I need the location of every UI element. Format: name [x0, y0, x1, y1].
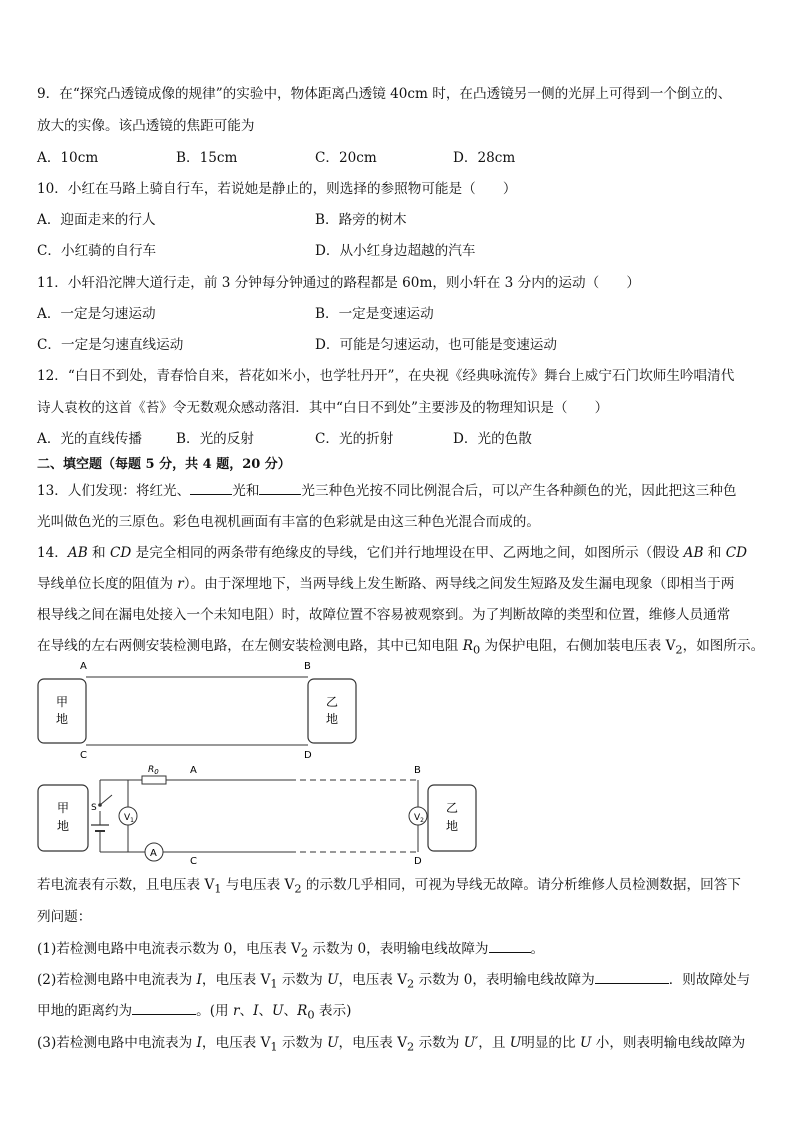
q14-p3i: 明显的比 — [521, 1035, 580, 1051]
q14-p2d: 示数为 — [277, 972, 328, 988]
q14-line-3: 根导线之间在漏电处接入一个未知电阻）时，故障位置不容易被观察到。为了判断故障的类型和位置，维修人员通常 — [37, 607, 731, 623]
site-yi-box-2 — [428, 785, 476, 851]
q14-part2-blank-2[interactable] — [132, 1002, 196, 1015]
q9-option-d: D．28cm — [453, 150, 516, 166]
q14-cd-2: CD — [725, 545, 748, 561]
q14-p3d: 示数为 — [277, 1035, 328, 1051]
q9-line-2: 放大的实像。该凸透镜的焦距可能为 — [37, 118, 255, 134]
label-d-top: D — [304, 750, 312, 761]
q14-l1d: 和 — [703, 545, 726, 561]
q13-text-c: 光三种色光按不同比例混合后，可以产生各种颜色的光，因此把这三种色 — [301, 483, 737, 499]
q14-p2b: ，电压表 V — [201, 972, 271, 988]
q14-part-3 — [37, 1031, 745, 1054]
q14-p2-r: r — [232, 1003, 240, 1019]
q14-v2-sub: 2 — [675, 642, 683, 657]
q14-condition-line-2: 列问题： — [37, 909, 92, 925]
q12-option-c: C．光的折射 — [315, 431, 394, 447]
q14-r: r — [177, 576, 184, 592]
q14-p3-i: I — [196, 1035, 202, 1051]
q14-p2-i-2: I — [253, 1003, 259, 1019]
q14-part-2-line-2 — [37, 999, 351, 1022]
q14-l1c: 是完全相同的两条带有绝缘皮的导线，它们并行地埋设在甲、乙两地之间，如图所示（假设 — [131, 545, 684, 561]
circuit-figure — [0, 655, 794, 870]
q14-p2h: ．则故障处与 — [668, 972, 751, 988]
q10-stem: 10．小红在马路上骑自行车，若说她是静止的，则选择的参照物可能是（ ） — [37, 181, 517, 197]
q14-p2-i: I — [196, 972, 202, 988]
ammeter-label: A — [150, 848, 157, 859]
q14-p1c: 示数为 0，表明输电线故障为 — [308, 941, 489, 957]
q14-p2g: 示数为 0，表明输电线故障为 — [414, 972, 595, 988]
q14-line-4 — [37, 634, 764, 657]
q14-p2c: 1 — [270, 976, 278, 991]
q14-p2l2b: 。(用 — [196, 1003, 233, 1019]
label-d-bottom: D — [414, 856, 422, 867]
q11-option-c: C．一定是匀速直线运动 — [37, 337, 184, 353]
site-jia-box-2 — [38, 785, 88, 851]
q14-a1c: 与电压表 V — [221, 877, 295, 893]
q10-option-b: B．路旁的树木 — [315, 212, 407, 228]
q14-p3h: ，且 — [478, 1035, 510, 1051]
q13-blank-2[interactable] — [259, 482, 301, 495]
site-yi-label-1: 乙 — [325, 695, 339, 709]
label-b-top: B — [304, 661, 311, 672]
q9-option-b: B．15cm — [176, 150, 238, 166]
q14-l4a: 在导线的左右两侧安装检测电路，在左侧安装检测电路，其中已知电阻 — [37, 638, 463, 654]
q14-p1b: 2 — [300, 945, 309, 960]
q14-p3a: (3)若检测电路中电流表为 — [37, 1035, 197, 1051]
q14-p2e: ，电压表 V — [338, 972, 408, 988]
q13-line-2: 光叫做色光的三原色。彩色电视机画面有丰富的色彩就是由这三种色光混合而成的。 — [37, 514, 540, 530]
q14-p2-u: U — [327, 972, 339, 988]
q14-p2-u-2: U — [272, 1003, 284, 1019]
switch-blade — [100, 795, 112, 805]
q11-option-a: A．一定是匀速运动 — [37, 306, 156, 322]
detection-circuit — [38, 765, 476, 867]
q14-p1a: (1)若检测电路中电流表示数为 0，电压表 V — [37, 941, 301, 957]
site-yi-box — [308, 679, 356, 743]
voltmeter-v2-label: $V_2$ — [414, 813, 424, 824]
q14-p1d: 。 — [530, 941, 545, 957]
q14-a1a: 若电流表有示数，且电压表 V — [37, 877, 215, 893]
site-jia2-label-2: 地 — [56, 819, 70, 833]
q14-l4b: 为保护电阻，右侧加装电压表 V — [480, 638, 676, 654]
resistor-r0-label: $R_0$ — [148, 765, 159, 776]
q14-p2l2f: 表示) — [314, 1003, 352, 1019]
q14-a1d: 2 — [294, 881, 302, 896]
q14-l1a: 14． — [37, 545, 68, 561]
q14-line-1 — [37, 541, 747, 561]
q14-l2a: 导线单位长度的阻值为 — [37, 576, 178, 592]
q14-p3e: ，电压表 V — [338, 1035, 408, 1051]
q14-p2-r0: R — [297, 1003, 308, 1019]
q14-p2l2a: 甲地的距离约为 — [37, 1003, 133, 1019]
site-jia-box — [38, 679, 86, 743]
q10-option-c: C．小红骑的自行车 — [37, 243, 157, 259]
q14-p3c: 1 — [270, 1039, 278, 1054]
switch-pivot — [98, 803, 102, 807]
q9-option-a: A．10cm — [37, 150, 99, 166]
q14-p2-r0-sub: 0 — [307, 1007, 315, 1022]
label-a-top: A — [80, 661, 87, 672]
q10-option-d: D．从小红身边超越的汽车 — [315, 243, 476, 259]
q14-p3-u-2: U — [509, 1035, 522, 1051]
voltmeter-v1-label: $V_1$ — [124, 813, 134, 824]
q14-p2l2c: 、 — [239, 1003, 254, 1019]
q14-l2b: ）。由于深埋地下，当两导线上发生断路、两导线之间发生短路及发生漏电现象（即相当于两 — [183, 576, 735, 592]
q13-blank-1[interactable] — [190, 482, 232, 495]
label-c-top: C — [80, 750, 87, 761]
site-yi2-label-2: 地 — [445, 819, 459, 833]
site-yi2-label-1: 乙 — [445, 801, 459, 815]
q12-option-d: D．光的色散 — [453, 431, 532, 447]
resistor-r0 — [142, 776, 166, 784]
site-jia2-label-1: 甲 — [56, 801, 70, 815]
q11-option-b: B．一定是变速运动 — [315, 306, 434, 322]
q14-p3g: 示数为 — [414, 1035, 464, 1051]
q12-line-1: 12．“白日不到处，青春恰自来，苔花如米小，也学牡丹开”，在央视《经典咏流传》舞台上威宁石门坎师生吟唱清代 — [37, 368, 735, 384]
q13-text-a: 13．人们发现：将红光、 — [37, 483, 191, 499]
q14-p3-uprime: U′ — [463, 1035, 479, 1051]
site-jia-label-1: 甲 — [55, 695, 69, 709]
q14-part-1 — [37, 937, 544, 960]
site-yi-label-2: 地 — [325, 712, 339, 726]
q11-option-d: D．可能是匀速运动，也可能是变速运动 — [315, 337, 557, 353]
q11-stem: 11．小轩沿沱牌大道行走，前 3 分钟每分钟通过的路程都是 60m，则小轩在 3 分内的运动（ ） — [37, 275, 640, 291]
q14-p3f: 2 — [407, 1039, 415, 1054]
q12-line-2: 诗人袁枚的这首《苔》令无数观众感动落泪．其中“白日不到处”主要涉及的物理知识是（ ） — [37, 400, 609, 416]
q14-ab-2: AB — [683, 545, 704, 561]
q14-p3b: ，电压表 V — [201, 1035, 271, 1051]
q14-p2f: 2 — [407, 976, 415, 991]
q14-a1b: 1 — [214, 881, 222, 896]
q13-text-b: 光和 — [232, 483, 260, 499]
q14-condition-line-1 — [37, 873, 741, 896]
q14-cd: CD — [109, 545, 132, 561]
switch-label: S — [91, 803, 97, 813]
q14-a1e: 的示数几乎相同，可视为导线无故障。请分析维修人员检测数据，回答下 — [301, 877, 741, 893]
q14-l4c: ，如图所示。 — [682, 638, 765, 654]
q14-r0: R — [462, 638, 473, 654]
q14-r0-sub: 0 — [472, 642, 481, 657]
q14-l1b: 和 — [87, 545, 110, 561]
q14-part2-blank-1[interactable] — [595, 971, 669, 984]
q14-part-2-line-1 — [37, 968, 750, 991]
label-b-bottom: B — [414, 765, 421, 776]
q12-option-b: B．光的反射 — [176, 431, 254, 447]
q14-line-2 — [37, 572, 734, 592]
q14-p3-u-3: U — [579, 1035, 592, 1051]
q14-ab: AB — [67, 545, 88, 561]
q14-part1-blank[interactable] — [489, 940, 531, 953]
wire-diagram — [38, 661, 356, 761]
q14-p3j: 小，则表明输电线故障为 — [591, 1035, 746, 1051]
q13-line-1 — [37, 479, 736, 499]
q14-p2a: (2)若检测电路中电流表为 — [37, 972, 197, 988]
q9-line-1: 9．在“探究凸透镜成像的规律”的实验中，物体距离凸透镜 40cm 时，在凸透镜另一侧的光屏上可得到一个倒立的、 — [37, 86, 732, 102]
section-2-heading: 二、填空题（每题 5 分，共 4 题，20 分） — [37, 457, 291, 472]
site-jia-label-2: 地 — [55, 712, 69, 726]
q14-p2l2e: 、 — [283, 1003, 298, 1019]
q9-option-c: C．20cm — [315, 150, 377, 166]
q14-p3-u: U — [327, 1035, 339, 1051]
q10-option-a: A．迎面走来的行人 — [37, 212, 156, 228]
q14-p2l2d: 、 — [258, 1003, 273, 1019]
label-a-bottom: A — [190, 765, 197, 776]
q12-option-a: A．光的直线传播 — [37, 431, 142, 447]
label-c-bottom: C — [190, 856, 197, 867]
